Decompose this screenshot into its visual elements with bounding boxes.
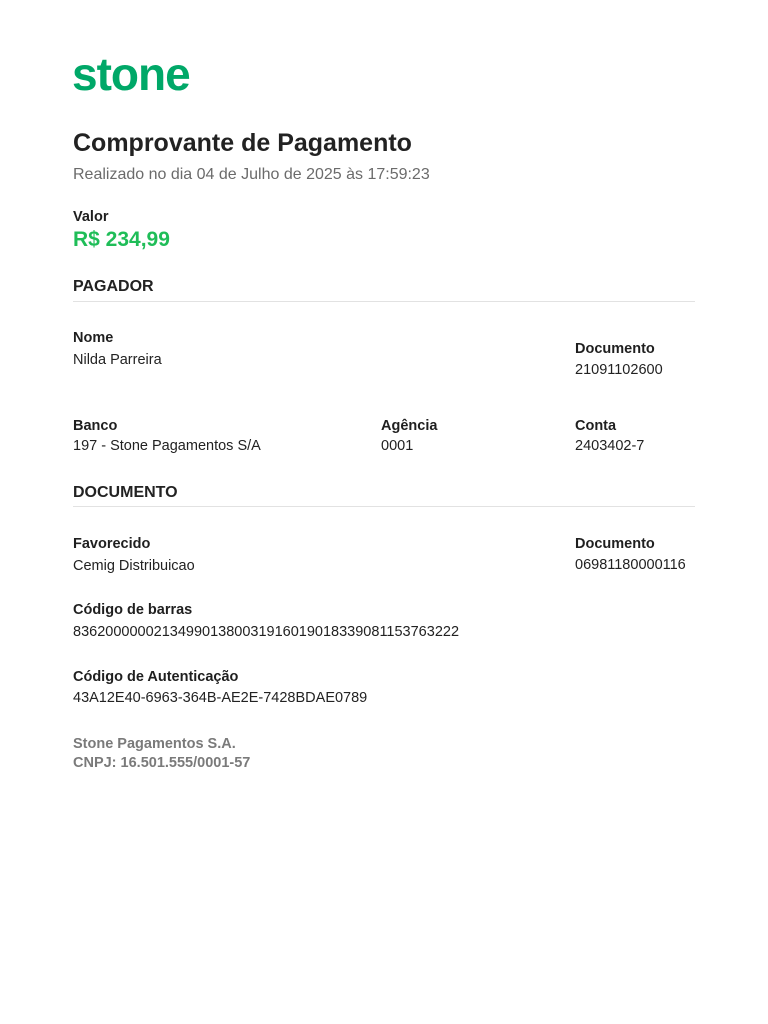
payer-bank-label: Banco (73, 418, 118, 434)
payee-document-label: Documento (575, 536, 655, 552)
payee-document-value: 06981180000116 (575, 557, 686, 573)
amount-value: R$ 234,99 (73, 228, 170, 251)
document-divider (73, 506, 695, 507)
document-section-title: DOCUMENTO (73, 484, 178, 501)
footer-company: Stone Pagamentos S.A. (73, 736, 236, 752)
payer-name-label: Nome (73, 330, 114, 346)
payer-document-label: Documento (575, 341, 655, 357)
payer-section-title: PAGADOR (73, 278, 154, 295)
payer-branch-label: Agência (381, 418, 438, 434)
payer-divider (73, 301, 695, 302)
payer-document-value: 21091102600 (575, 362, 663, 378)
payment-datetime: Realizado no dia 04 de Julho de 2025 às 17:59:23 (73, 166, 430, 183)
payee-value: Cemig Distribuicao (73, 558, 195, 574)
payer-bank-value: 197 - Stone Pagamentos S/A (73, 438, 261, 454)
payee-label: Favorecido (73, 536, 151, 552)
payer-branch-value: 0001 (381, 438, 414, 454)
payer-name-value: Nilda Parreira (73, 352, 162, 368)
barcode-value: 836200000021349901380031916019018339081153763222 (73, 624, 460, 640)
payer-account-label: Conta (575, 418, 617, 434)
amount-label: Valor (73, 209, 109, 225)
auth-code-label: Código de Autenticação (73, 669, 239, 685)
auth-code-value: 43A12E40-6963-364B-AE2E-7428BDAE0789 (73, 690, 368, 706)
page-title: Comprovante de Pagamento (73, 129, 412, 157)
payer-account-value: 2403402-7 (575, 438, 645, 454)
barcode-label: Código de barras (73, 602, 193, 618)
stone-logo: stone (72, 48, 190, 100)
footer-cnpj: CNPJ: 16.501.555/0001-57 (73, 755, 251, 771)
